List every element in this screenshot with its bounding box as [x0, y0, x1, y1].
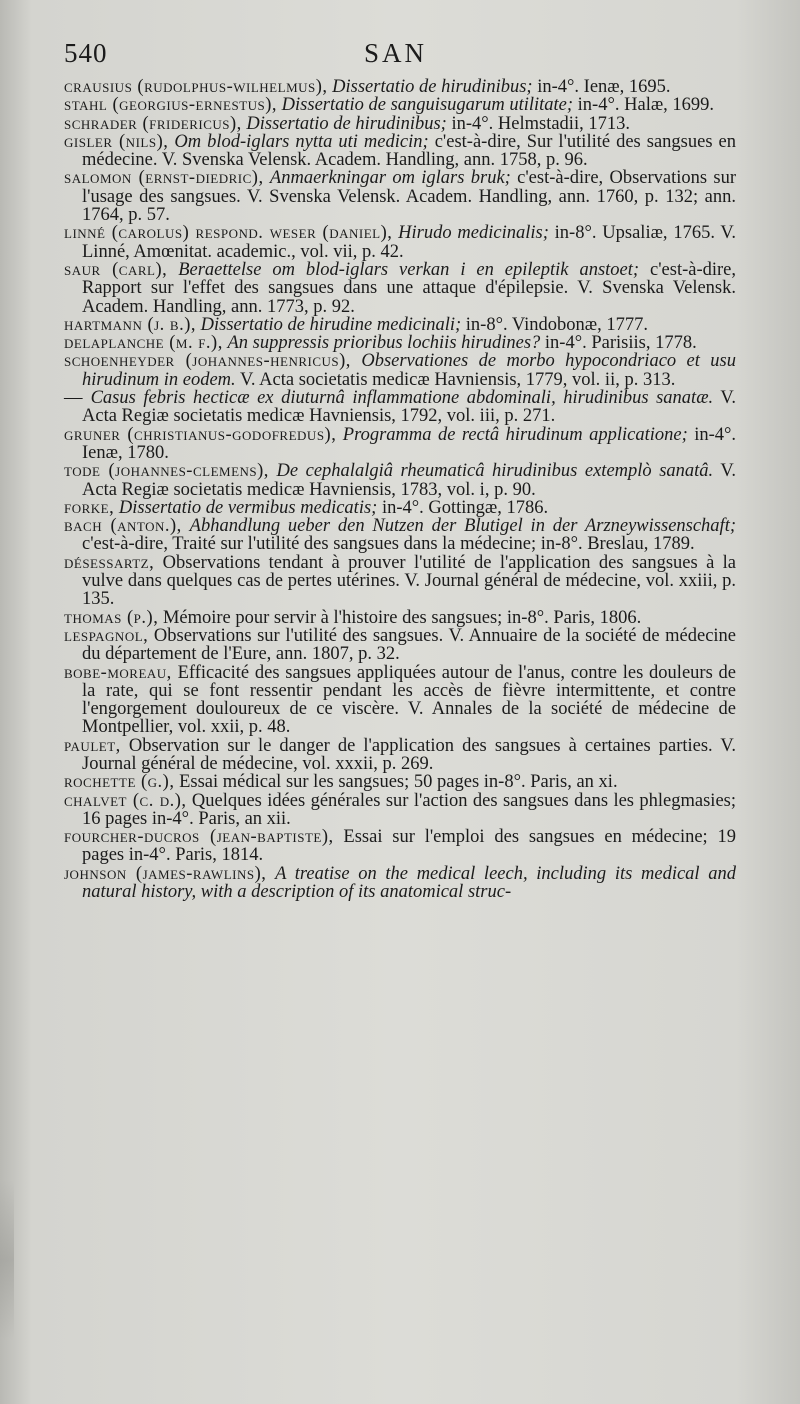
bibliography-entry: [64, 517, 736, 554]
bibliography-entry: [64, 737, 736, 774]
entry-author: lespagnol,: [64, 625, 149, 646]
entry-author: hartmann (j. b.),: [64, 314, 197, 335]
bibliography-entry: [64, 261, 736, 316]
entry-details: c'est-à-dire, Observations sur l'usage des sangsues. V. Svenska Velensk. Academ. Handling, ann. 1760, p. 132; ann. 1764, p. 57.: [82, 168, 737, 226]
bibliography-entry: [64, 334, 736, 352]
bibliography-entry: [64, 426, 736, 463]
bibliography-entry: [64, 828, 736, 865]
entry-details: V. Acta Regiæ societatis medicæ Havniensis, 1783, vol. i, p. 90.: [82, 461, 737, 500]
entry-author: chalvet (c. d.),: [64, 790, 187, 811]
entry-details: in-4°. Halæ, 1699.: [577, 95, 715, 116]
entry-author: johnson (james-rawlins),: [64, 863, 267, 884]
entry-title: Observationes de morbo hypocondriaco et usu hirudinum in eodem.: [82, 351, 737, 390]
bibliography-entry: [64, 499, 736, 517]
entry-author: —: [64, 388, 83, 409]
entry-details: in-4°. Parisiis, 1778.: [544, 333, 697, 354]
entry-author: gruner (christianus-godofredus),: [64, 424, 337, 445]
entry-details: Observation sur le danger de l'application des sangsues à certaines parties. V. Journal général de médecine, vol. xxxii, p. 269.: [82, 735, 736, 774]
entry-details: in-8°. Vindobonæ, 1777.: [465, 314, 648, 335]
entry-details: Essai sur l'emploi des sangsues en médecine; 19 pages in-4°. Paris, 1814.: [82, 827, 736, 866]
bibliography-entry: [64, 352, 736, 389]
entry-author: salomon (ernst-diedric),: [64, 168, 264, 189]
entry-details: Essai médical sur les sangsues; 50 pages in-8°. Paris, an xi.: [179, 772, 618, 793]
entry-title: Casus febris hecticæ ex diuturnâ inflammatione abdominali, hirudinibus sanatæ.: [90, 388, 714, 409]
entry-title: A treatise on the medical leech, including its medical and natural history, with a description of its anatomical struc-: [82, 863, 736, 903]
entry-author: crausius (rudolphus-wilhelmus),: [64, 77, 328, 97]
entry-title: Dissertatio de hirudine medicinali;: [200, 314, 462, 335]
entry-author: rochette (g.),: [64, 772, 175, 793]
entry-title: De cephalalgiâ rheumaticâ hirudinibus extemplò sanatâ.: [276, 461, 714, 482]
entry-author: gisler (nils),: [64, 131, 169, 152]
bibliography-entry: [64, 462, 736, 499]
entry-author: désessartz,: [64, 552, 155, 573]
entry-title: Abhandlung ueber den Nutzen der Blutigel in der Arzneywissenschaft;: [189, 516, 737, 537]
entry-author: fourcher-ducros (jean-baptiste),: [64, 827, 334, 848]
bibliography-entry: [64, 609, 736, 627]
entry-details: in-8°. Upsaliæ, 1765. V. Linné, Amœnitat. academic., vol. vii, p. 42.: [82, 223, 737, 262]
entry-title: Dissertatio de vermibus medicatis;: [118, 497, 378, 518]
entry-title: Beraettelse om blod-iglars verkan i en epileptik anstoet;: [178, 259, 640, 280]
entry-details: Efficacité des sangsues appliquées autour de l'anus, contre les douleurs de la rate, qui se font ressentir pendant les accès de fièvre intermittente, et contre l'engorgement douloureux de ce viscère. V. Annales de la société de médecine de Montpellier, vol. xxii, p. 48.: [82, 662, 736, 738]
entry-details: V. Acta Regiæ societatis medicæ Havniensis, 1792, vol. iii, p. 271.: [82, 388, 736, 427]
bibliography-entry: [64, 96, 736, 114]
bibliography-entry: [64, 554, 736, 609]
bibliography-entry: [64, 664, 736, 737]
bibliography-entry: [64, 115, 736, 133]
entry-title: Dissertatio de sanguisugarum utilitate;: [281, 95, 574, 116]
entry-details: Observations tendant à prouver l'utilité de l'application des sangsues à la vulve dans quelques cas de pertes utérines. V. Journal général de médecine, vol. xxiii, p. 135.: [82, 552, 737, 610]
bibliography-entry: [64, 627, 736, 664]
entry-author: paulet,: [64, 735, 121, 756]
entry-details: in-4°. Ienæ, 1695.: [537, 77, 671, 97]
entry-title: Anmaerkningar om iglars bruk;: [269, 168, 511, 189]
entry-title: Dissertatio de hirudinibus;: [246, 113, 447, 134]
entry-details: in-4°. Gottingæ, 1786.: [381, 497, 549, 518]
entry-author: delaplanche (m. f.),: [64, 333, 223, 354]
entry-author: tode (johannes-clemens),: [64, 461, 269, 482]
bibliography-entry: [64, 169, 736, 224]
entry-details: c'est-à-dire, Rapport sur l'effet des sangsues dans une attaque d'épilepsie. V. Svenska Velensk. Academ. Handling, ann. 1773, p. 92.: [82, 259, 737, 317]
scan-shadow: [0, 1180, 14, 1340]
entry-author: bobe-moreau,: [64, 662, 172, 683]
entry-details: Observations sur l'utilité des sangsues. V. Annuaire de la société de médecine du département de l'Eure, ann. 1807, p. 32.: [82, 625, 737, 665]
entry-title: Programma de rectâ hirudinum applicatione;: [342, 424, 688, 445]
entry-author: stahl (georgius-ernestus),: [64, 95, 278, 116]
running-head: SAN: [364, 38, 428, 68]
entry-author: schrader (fridericus),: [64, 113, 242, 134]
entry-author: schoenheyder (johannes-henricus),: [64, 351, 351, 372]
entry-title: An suppressis prioribus lochiis hirudines?: [227, 333, 541, 354]
entry-details: Mémoire pour servir à l'histoire des sangsues; in-8°. Paris, 1806.: [162, 607, 642, 628]
entry-author: thomas (p.),: [64, 607, 159, 628]
bibliography-entry: [64, 389, 736, 426]
entry-author: linné (carolus) respond. weser (daniel),: [64, 223, 393, 244]
entry-details: in-4°. Ienæ, 1780.: [82, 424, 737, 463]
entry-details: c'est-à-dire, Sur l'utilité des sangsues en médecine. V. Svenska Velensk. Academ. Handling, ann. 1758, p. 96.: [82, 131, 737, 171]
bibliography-entry: [64, 316, 736, 334]
entry-title: Dissertatio de hirudinibus;: [332, 77, 533, 97]
bibliography-entry: [64, 865, 736, 902]
bibliography-entry: [64, 78, 736, 96]
entry-author: forke,: [64, 497, 115, 518]
entry-author: bach (anton.),: [64, 516, 182, 537]
entry-author: saur (carl),: [64, 259, 168, 280]
bibliography-entry: [64, 773, 736, 791]
bibliography-list: [64, 78, 736, 901]
entry-details: V. Acta societatis medicæ Havniensis, 1779, vol. ii, p. 313.: [239, 369, 676, 390]
page-header: [64, 38, 736, 72]
bibliography-entry: [64, 224, 736, 261]
entry-details: Quelques idées générales sur l'action des sangsues dans les phlegmasies; 16 pages in-4°. Paris, an xii.: [82, 790, 736, 829]
entry-title: Om blod-iglars nytta uti medicin;: [174, 131, 429, 152]
bibliography-entry: [64, 792, 736, 829]
entry-title: Hirudo medicinalis;: [398, 223, 549, 244]
entry-details: in-4°. Helmstadii, 1713.: [451, 113, 630, 134]
page-number: 540: [64, 38, 108, 68]
bibliography-entry: [64, 133, 736, 170]
entry-details: c'est-à-dire, Traité sur l'utilité des sangsues dans la médecine; in-8°. Breslau, 1789.: [82, 534, 695, 555]
